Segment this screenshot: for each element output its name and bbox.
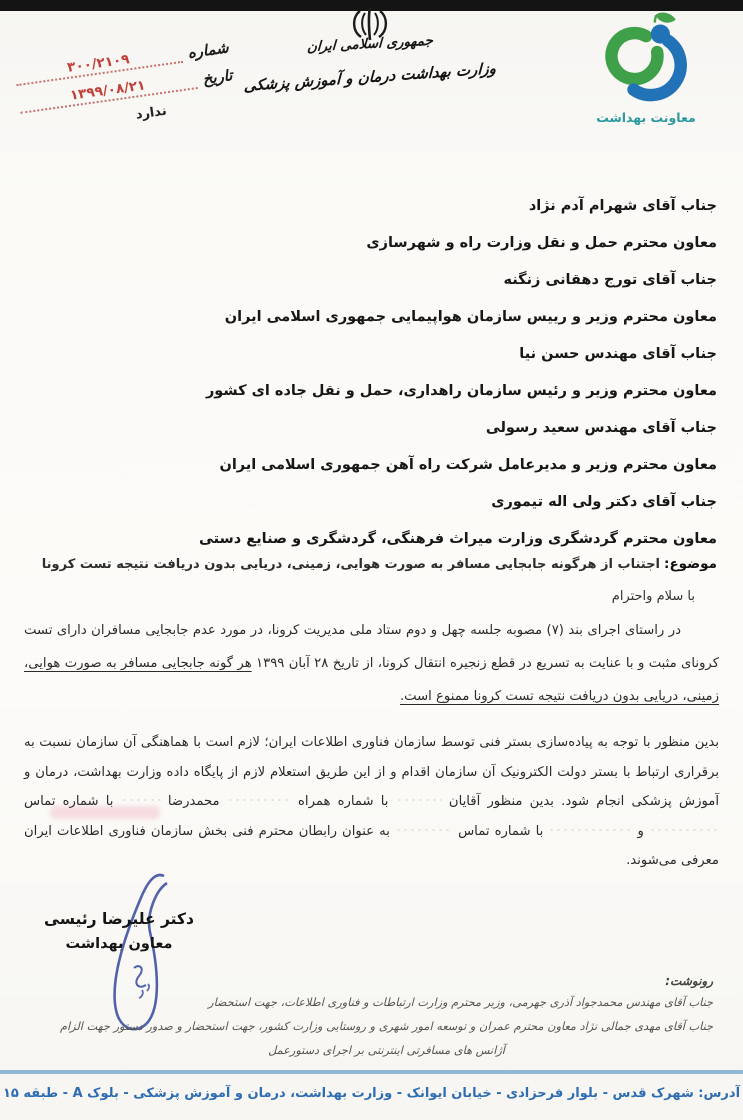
ministry-title: وزارت بهداشت درمان و آموزش پزشکی [243, 59, 497, 95]
phone-number-label-2: با شماره تماس [458, 823, 544, 839]
body-paragraph-2 [24, 728, 719, 876]
number-label: شماره [186, 38, 230, 62]
salutation: با سلام واحترام [611, 589, 695, 604]
footer-divider [0, 1070, 743, 1074]
health-deputy-logo [591, 12, 701, 125]
republic-title: جمهوری اسلامی ایران [306, 32, 434, 56]
paragraph2-intro: بدین منظور با توجه به پیاده‌سازی بستر فنی توسط سازمان فناوری اطلاعات ایران؛ لازم است با هماهنگی آن سازمان نسبت به برقراری ارتباط با بستر دولت الکترونیک آن سازمان اقدام و از این طریق استعلام لازم از پایگاه داده وزارت بهداشت، درمان و آموزش پزشکی انجام شود. بدین منظور آقایان [24, 735, 719, 809]
recipient-line: معاون محترم حمل و نقل وزارت راه و شهرسازی [366, 235, 717, 251]
recipient-line: جناب آقای شهرام آدم نژاد [528, 198, 717, 214]
redacted-name-3 [548, 827, 632, 835]
subject-line [26, 556, 717, 572]
recipient-line: معاون محترم وزیر و رئیس سازمان راهداری، حمل و نقل جاده ای کشور [205, 383, 717, 399]
number-value: ۳۰۰/۲۱۰۹ [14, 44, 183, 86]
recipient-line: معاون محترم گردشگری وزارت میراث فرهنگی، گردشگری و صنایع دستی [198, 531, 717, 547]
redacted-phone-1 [649, 827, 719, 835]
logo-caption: معاونت بهداشت [596, 110, 696, 125]
paragraph2-closing: به عنوان رابطان محترم فنی بخش سازمان فناوری اطلاعات ایران معرفی می‌شوند. [24, 823, 719, 868]
signature-block [14, 910, 224, 952]
recipient-line: معاون محترم وزیر و مدیرعامل شرکت راه آهن جمهوری اسلامی ایران [219, 457, 717, 473]
recipient-line: جناب آقای مهندس حسن نیا [519, 346, 717, 362]
date-value: ۱۳۹۹/۰۸/۲۱ [18, 70, 198, 114]
signer-name: دکتر علیرضا رئیسی [44, 910, 194, 928]
redacted-surname [121, 797, 161, 805]
subject-text: اجتناب از هرگونه جابجایی مسافر به صورت هوایی، زمینی، دریایی بدون دریافت نتیجه تست کرونا [41, 557, 660, 572]
signer-title: معاون بهداشت [65, 936, 173, 952]
phone-number-label-1: با شماره تماس [24, 794, 114, 809]
cc-item: جناب آقای مهندس محمدجواد آذری جهرمی، وزیر محترم وزارت ارتباطات و فناوری اطلاعات، جهت استحضار [208, 996, 713, 1009]
cc-label: رونوشت: [665, 974, 713, 988]
mobile-number-label: با شماره همراه [298, 794, 389, 809]
cc-item: جناب آقای مهدی جمالی نژاد معاون محترم عمران و توسعه امور شهری و روستایی وزارت کشور، جهت استحضار و صدور دستور جهت الزام آژانس های مسافرتی اینترنتی بر اجرای دستورعمل [60, 1020, 713, 1057]
redacted-name-1 [396, 797, 442, 805]
recipient-line: جناب آقای دکتر ولی اله تیموری [491, 494, 717, 510]
paragraph1-underlined-text: هر گونه جابجایی مسافر به صورت هوایی، زمینی، دریایی بدون دریافت نتیجه تست کرونا ممنوع است. [24, 656, 719, 704]
recipient-line: جناب آقای تورج دهقانی زنگنه [503, 272, 717, 288]
subject-label: موضوع: [664, 556, 717, 572]
body-paragraph-1 [24, 614, 719, 713]
recipient-line: جناب آقای مهندس سعید رسولی [485, 420, 717, 436]
recipient-line: معاون محترم وزیر و رییس سازمان هواپیمایی جمهوری اسلامی ایران [224, 309, 717, 325]
footer-address: آدرس: شهرک قدس - بلوار فرحزادی - خیابان ایوانک - وزارت بهداشت، درمان و آموزش پزشکی - بلوک A - طبقه ۱۵ [2, 1086, 741, 1101]
health-deputy-logo-icon [598, 12, 694, 104]
paragraph1-text: در راستای اجرای بند (۷) مصوبه جلسه چهل و دوم ستاد ملی مدیریت کرونا، در مورد عدم جابجایی مسافران دارای تست کرونای مثبت و با عنایت به تسریع در قطع زنجیره انتقال کرونا، از تاریخ ۲۸ آبان ۱۳۹۹ [24, 623, 719, 671]
cc-section [60, 974, 713, 1063]
attachment-value: ندارد [134, 103, 168, 123]
redacted-mobile-number [227, 797, 291, 805]
contact-name-2: محمدرضا [167, 794, 220, 809]
conjunction-and: و [637, 823, 644, 839]
letterhead-titles [235, 32, 505, 95]
redacted-phone-2 [395, 827, 453, 835]
scan-pink-artifact [50, 806, 160, 819]
date-label: تاریخ [201, 66, 234, 89]
letter-meta-block [14, 37, 237, 138]
recipients-list [26, 188, 717, 558]
